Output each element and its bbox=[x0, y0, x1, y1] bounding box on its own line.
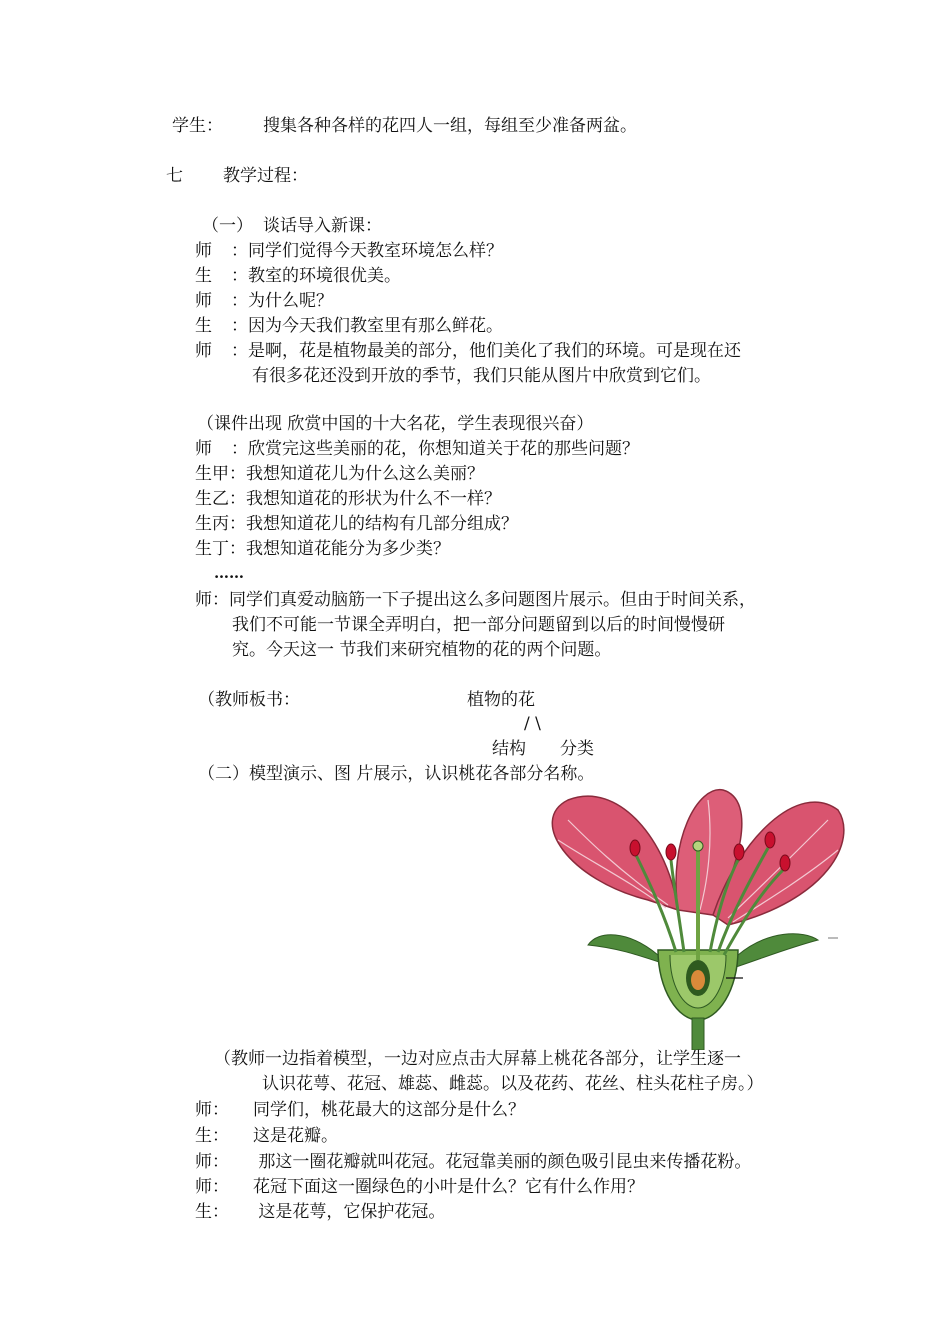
separator: ： bbox=[229, 539, 246, 559]
speaker: 生乙 bbox=[195, 489, 229, 509]
utterance: 那这一圈花瓣就叫花冠。花冠靠美丽的颜色吸引昆虫来传播花粉。 bbox=[253, 1152, 752, 1172]
dialog-line bbox=[195, 487, 501, 511]
separator: ： bbox=[229, 514, 246, 534]
ellipsis: …… bbox=[214, 564, 244, 582]
dialog-line bbox=[195, 1200, 445, 1224]
separator: ： bbox=[231, 316, 248, 336]
ovule bbox=[691, 970, 705, 990]
speaker: 师 bbox=[195, 291, 212, 311]
stem bbox=[692, 1018, 704, 1050]
speaker: 生丙 bbox=[195, 514, 229, 534]
dialog-line bbox=[195, 512, 518, 536]
petal-left bbox=[552, 796, 678, 910]
speaker: 生丁 bbox=[195, 539, 229, 559]
board-branches: / \ bbox=[524, 714, 541, 734]
speaker: 师 bbox=[195, 439, 212, 459]
stage-note: （课件出现 欣赏中国的十大名花，学生表现很兴奋） bbox=[197, 414, 594, 434]
dialog-line bbox=[195, 437, 639, 461]
stage-note-continuation: 认识花萼、花冠、雄蕊、雌蕊。以及花药、花丝、柱头花柱子房。） bbox=[262, 1074, 764, 1094]
separator: ： bbox=[229, 489, 246, 509]
dialog-line bbox=[195, 1175, 644, 1199]
speaker: 生： bbox=[195, 1126, 229, 1146]
dialog-continuation: 我们不可能一节课全弄明白，把一部分问题留到以后的时间慢慢研 bbox=[232, 615, 725, 635]
separator: ： bbox=[212, 590, 229, 610]
dialog-line bbox=[195, 462, 484, 486]
dialog-line bbox=[195, 537, 450, 561]
speaker: 师 bbox=[195, 241, 212, 261]
dialog-line bbox=[195, 264, 401, 288]
stigma bbox=[693, 841, 703, 851]
board-branch-right: 分类 bbox=[560, 739, 594, 759]
separator: ： bbox=[231, 341, 248, 361]
separator: ： bbox=[229, 464, 246, 484]
utterance: 我想知道花儿的结构有几部分组成？ bbox=[246, 514, 518, 534]
utterance: 这是花瓣。 bbox=[253, 1126, 338, 1146]
utterance: 同学们觉得今天教室环境怎么样？ bbox=[248, 241, 503, 261]
speaker: 生 bbox=[195, 266, 212, 286]
part1-heading bbox=[202, 214, 382, 238]
speaker: 生甲 bbox=[195, 464, 229, 484]
board-root: 植物的花 bbox=[467, 690, 535, 710]
dialog-line bbox=[195, 289, 333, 313]
board-label: （教师板书： bbox=[198, 690, 300, 710]
speaker: 师： bbox=[195, 1100, 229, 1120]
section-heading bbox=[166, 164, 308, 188]
dialog-line bbox=[195, 1098, 525, 1122]
utterance: 为什么呢？ bbox=[248, 291, 333, 311]
sepal-right bbox=[733, 934, 818, 968]
part1-number: （一） bbox=[202, 216, 253, 236]
materials-label: 学生： bbox=[172, 116, 223, 136]
separator: ： bbox=[231, 439, 248, 459]
materials-line bbox=[172, 114, 637, 138]
utterance: 我想知道花能分为多少类？ bbox=[246, 539, 450, 559]
utterance: 我想知道花儿为什么这么美丽？ bbox=[246, 464, 484, 484]
dialog-line bbox=[195, 314, 503, 338]
utterance: 同学们真爱动脑筋一下子提出这么多问题图片展示。但由于时间关系， bbox=[229, 590, 756, 610]
materials-text: 搜集各种各样的花四人一组，每组至少准备两盆。 bbox=[263, 116, 637, 136]
section-title: 教学过程： bbox=[223, 166, 308, 186]
speaker: 师： bbox=[195, 1177, 229, 1197]
board-branch-left: 结构 bbox=[492, 739, 526, 759]
peach-flower-diagram bbox=[528, 780, 858, 1050]
speaker: 师 bbox=[195, 590, 212, 610]
dialog-line bbox=[195, 1150, 751, 1174]
part2-heading: （二）模型演示、图 片展示，认识桃花各部分名称。 bbox=[198, 764, 595, 784]
part1-title: 谈话导入新课： bbox=[263, 216, 382, 236]
dialog-line bbox=[195, 339, 741, 363]
section-number: 七 bbox=[166, 166, 183, 186]
sepal-left bbox=[588, 935, 668, 965]
utterance: 是啊，花是植物最美的部分，他们美化了我们的环境。可是现在还 bbox=[248, 341, 741, 361]
separator: ： bbox=[231, 241, 248, 261]
utterance: 这是花萼，它保护花冠。 bbox=[253, 1202, 446, 1222]
utterance: 我想知道花的形状为什么不一样？ bbox=[246, 489, 501, 509]
speaker: 生： bbox=[195, 1202, 229, 1222]
utterance: 欣赏完这些美丽的花，你想知道关于花的那些问题？ bbox=[248, 439, 639, 459]
speaker: 生 bbox=[195, 316, 212, 336]
utterance: 同学们，桃花最大的这部分是什么？ bbox=[253, 1100, 525, 1120]
utterance: 花冠下面这一圈绿色的小叶是什么？它有什么作用？ bbox=[253, 1177, 644, 1197]
speaker: 师 bbox=[195, 341, 212, 361]
dialog-continuation: 究。今天这一 节我们来研究植物的花的两个问题。 bbox=[232, 640, 612, 660]
dialog-line bbox=[195, 588, 756, 612]
speaker: 师： bbox=[195, 1152, 229, 1172]
dialog-line bbox=[195, 239, 503, 263]
stage-note: （教师一边指着模型，一边对应点击大屏幕上桃花各部分，让学生逐一 bbox=[214, 1049, 741, 1069]
utterance: 教室的环境很优美。 bbox=[248, 266, 401, 286]
separator: ： bbox=[231, 266, 248, 286]
utterance: 因为今天我们教室里有那么鲜花。 bbox=[248, 316, 503, 336]
dialog-continuation: 有很多花还没到开放的季节，我们只能从图片中欣赏到它们。 bbox=[252, 366, 711, 386]
separator: ： bbox=[231, 291, 248, 311]
dialog-line bbox=[195, 1124, 338, 1148]
